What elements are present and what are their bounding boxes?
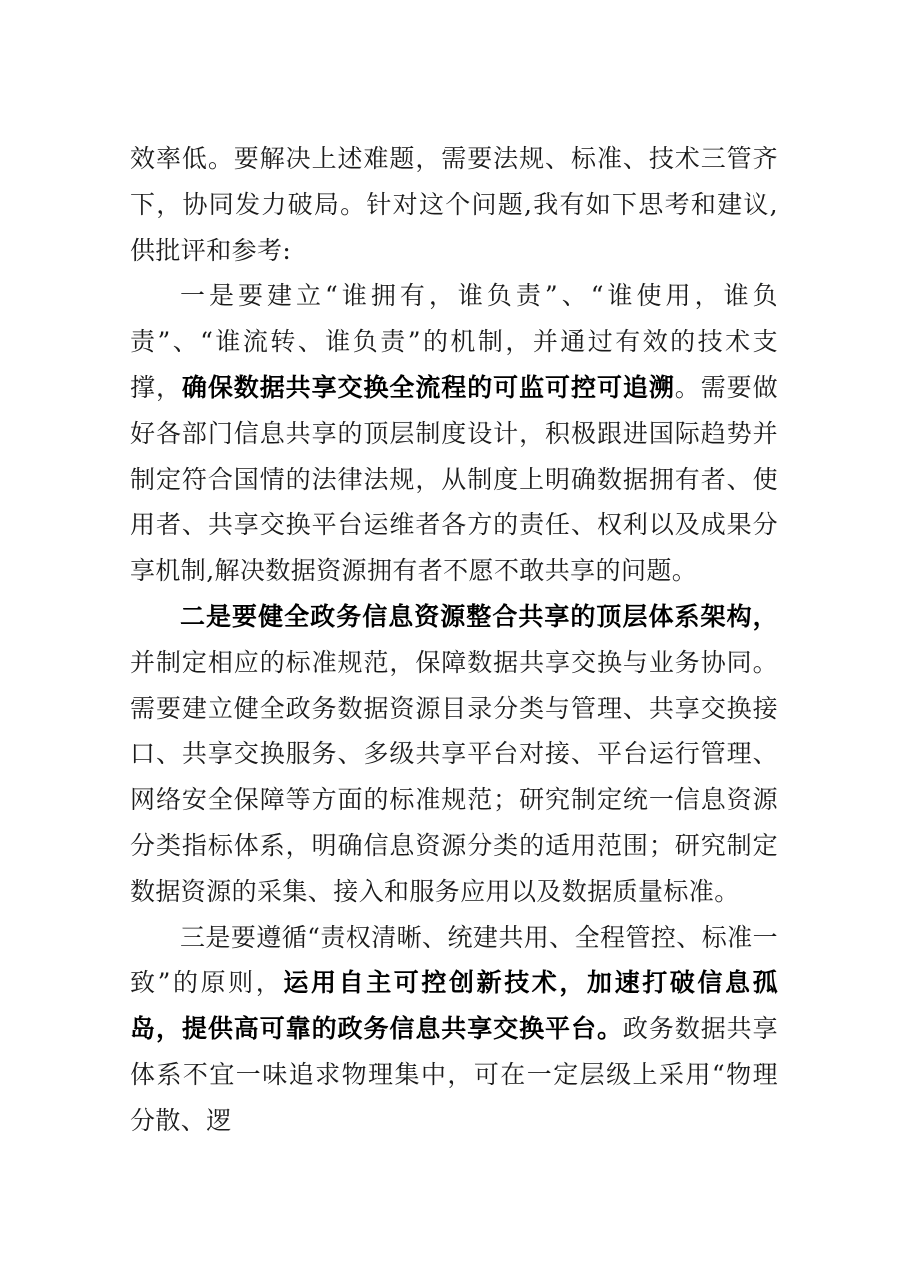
paragraph-2-emphasis: 确保数据共享交换全流程的可监可控可追溯 <box>181 372 675 402</box>
paragraph-3 <box>130 594 778 915</box>
paragraph-2 <box>130 273 778 594</box>
paragraph-2-text-a: 一是要建立“谁拥有，谁负责”、“谁使用，谁负责”、“谁流转、谁负责”的机制，并通过有效的技术支撑， <box>130 281 778 402</box>
paragraph-4-text-b: 政务数据共享体系不宜一味追求物理集中，可在一定层级上采用“物理分散、逻 <box>130 1014 778 1135</box>
paragraph-3-emphasis: 二是要健全政务信息资源整合共享的顶层体系架构， <box>180 601 778 631</box>
paragraph-4-emphasis: 运用自主可控创新技术，加速打破信息孤岛，提供高可靠的政务信息共享交换平台。 <box>130 968 778 1044</box>
paragraph-4-text-a: 三是要遵循“责权清晰、统建共用、全程管控、标准一致”的原则， <box>130 922 778 998</box>
paragraph-1-text: 效率低。要解决上述难题，需要法规、标准、技术三管齐下，协同发力破局。针对这个问题,我有如下思考和建议,供批评和参考: <box>130 144 778 265</box>
paragraph-4 <box>130 915 778 1144</box>
paragraph-1 <box>130 136 778 273</box>
paragraph-2-text-b: 。需要做好各部门信息共享的顶层制度设计，积极跟进国际趋势并制定符合国情的法律法规，从制度上明确数据拥有者、使用者、共享交换平台运维者各方的责任、权利以及成果分享机制,解决数据资源拥有者不愿不敢共享的问题。 <box>130 372 778 586</box>
document-body <box>130 136 778 1144</box>
paragraph-3-text: 并制定相应的标准规范，保障数据共享交换与业务协同。需要建立健全政务数据资源目录分类与管理、共享交换接口、共享交换服务、多级共享平台对接、平台运行管理、网络安全保障等方面的标准规范；研究制定统一信息资源分类指标体系，明确信息资源分类的适用范围；研究制定数据资源的采集、接入和服务应用以及数据质量标准。 <box>130 647 778 906</box>
